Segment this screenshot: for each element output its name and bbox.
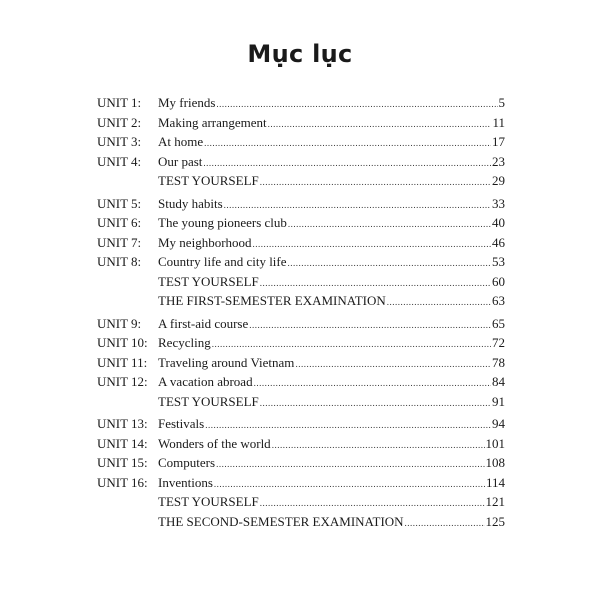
toc-leader-line [158, 392, 505, 414]
toc-entry [97, 314, 505, 334]
toc-page-number: 101 [485, 435, 505, 451]
toc-entry [97, 353, 505, 373]
page-title: Mục lục [247, 40, 353, 68]
toc-unit-label: UNIT 14: [97, 435, 148, 451]
toc-page-number: 17 [492, 134, 505, 149]
dot-leader [260, 394, 491, 414]
dot-leader [405, 514, 485, 534]
toc-entry [97, 272, 505, 292]
toc-unit-label: UNIT 6: [97, 215, 142, 230]
toc-leader-line [158, 414, 505, 436]
toc-leader-line [158, 113, 505, 135]
toc-page-number: 60 [492, 273, 505, 289]
toc-unit-label: UNIT 15: [97, 455, 148, 470]
toc-entry [97, 152, 505, 172]
toc-unit-label: UNIT 7: [97, 234, 142, 250]
toc-unit-label: UNIT 9: [97, 315, 142, 331]
toc-entry-title: TEST YOURSELF [158, 273, 259, 289]
toc-entry [97, 171, 505, 191]
toc-entry-title: My friends [158, 95, 216, 110]
toc-leader-line [158, 314, 505, 336]
toc-unit-label: UNIT 11: [97, 354, 148, 370]
table-of-contents [97, 93, 505, 531]
toc-entry-title: THE SECOND-SEMESTER EXAMINATION [158, 513, 404, 529]
toc-entry [97, 434, 505, 454]
toc-page-number: 11 [492, 114, 505, 130]
toc-page-number: 108 [485, 455, 505, 470]
toc-unit-label: UNIT 1: [97, 95, 142, 110]
toc-page-number: 121 [485, 494, 505, 509]
toc-page-number: 63 [492, 293, 505, 308]
toc-unit-label: UNIT 4: [97, 153, 142, 169]
toc-leader-line [158, 492, 505, 514]
toc-leader-line [158, 453, 505, 475]
toc-entry [97, 512, 505, 532]
toc-entry-title: Festivals [158, 416, 205, 431]
toc-leader-line [158, 372, 505, 394]
toc-entry [97, 291, 505, 311]
toc-leader-line [158, 512, 505, 534]
toc-page-number: 33 [492, 195, 505, 211]
toc-page-number: 84 [492, 374, 505, 389]
toc-leader-line [158, 434, 505, 456]
toc-page-number: 53 [492, 254, 505, 269]
toc-entry-title: Computers [158, 455, 216, 470]
toc-page-number: 114 [485, 474, 505, 490]
toc-page-number: 65 [492, 315, 505, 331]
toc-page-number: 91 [492, 393, 505, 409]
dot-leader [260, 173, 491, 193]
toc-page-number: 40 [492, 215, 505, 230]
toc-leader-line [158, 171, 505, 193]
toc-entry-title: Traveling around Vietnam [158, 354, 295, 370]
toc-entry-title: At home [158, 134, 204, 149]
toc-leader-line [158, 132, 505, 154]
toc-unit-label: UNIT 2: [97, 114, 142, 130]
toc-leader-line [158, 272, 505, 294]
toc-entry [97, 473, 505, 493]
toc-leader-line [158, 194, 505, 216]
toc-leader-line [158, 473, 505, 495]
toc-entry [97, 213, 505, 233]
toc-page-number: 72 [492, 335, 505, 350]
toc-leader-line [158, 333, 505, 355]
toc-entry-title: THE FIRST-SEMESTER EXAMINATION [158, 293, 386, 308]
toc-leader-line [158, 291, 505, 313]
toc-entry-title: Country life and city life [158, 254, 287, 269]
toc-entry-title: My neighborhood [158, 234, 252, 250]
toc-entry-title: TEST YOURSELF [158, 173, 259, 188]
toc-entry [97, 113, 505, 133]
toc-unit-label: UNIT 12: [97, 374, 148, 389]
toc-page-number: 78 [492, 354, 505, 370]
toc-unit-label: UNIT 16: [97, 474, 148, 490]
dot-leader [387, 293, 491, 313]
toc-leader-line [158, 353, 505, 375]
toc-leader-line [158, 93, 505, 115]
toc-page-number: 94 [492, 416, 505, 431]
toc-unit-label: UNIT 10: [97, 335, 148, 350]
toc-page-number: 23 [492, 153, 505, 169]
toc-unit-label: UNIT 5: [97, 195, 142, 211]
toc-page-number: 125 [485, 513, 505, 529]
toc-entry [97, 93, 505, 113]
toc-unit-label: UNIT 3: [97, 134, 142, 149]
toc-leader-line [158, 213, 505, 235]
toc-entry [97, 492, 505, 512]
toc-entry-title: Making arrangement [158, 114, 267, 130]
toc-entry-title: Recycling [158, 335, 211, 350]
toc-entry-title: Inventions [158, 474, 213, 490]
toc-entry [97, 414, 505, 434]
toc-entry-title: Wonders of the world [158, 435, 271, 451]
toc-unit-label: UNIT 13: [97, 416, 148, 431]
toc-entry [97, 132, 505, 152]
toc-entry-title: A vacation abroad [158, 374, 253, 389]
toc-entry-title: TEST YOURSELF [158, 393, 259, 409]
toc-entry [97, 453, 505, 473]
toc-leader-line [158, 252, 505, 274]
toc-leader-line [158, 152, 505, 174]
toc-page-number: 5 [498, 95, 505, 110]
toc-entry-title: Study habits [158, 195, 223, 211]
toc-entry [97, 333, 505, 353]
toc-leader-line [158, 233, 505, 255]
toc-entry [97, 372, 505, 392]
toc-entry [97, 233, 505, 253]
toc-entry [97, 392, 505, 412]
toc-entry [97, 194, 505, 214]
toc-entry [97, 252, 505, 272]
toc-entry-title: Our past [158, 153, 203, 169]
toc-entry-title: A first-aid course [158, 315, 249, 331]
toc-unit-label: UNIT 8: [97, 254, 142, 269]
toc-page-number: 29 [492, 173, 505, 188]
toc-page-number: 46 [492, 234, 505, 250]
toc-entry-title: TEST YOURSELF [158, 494, 259, 509]
toc-entry-title: The young pioneers club [158, 215, 287, 230]
